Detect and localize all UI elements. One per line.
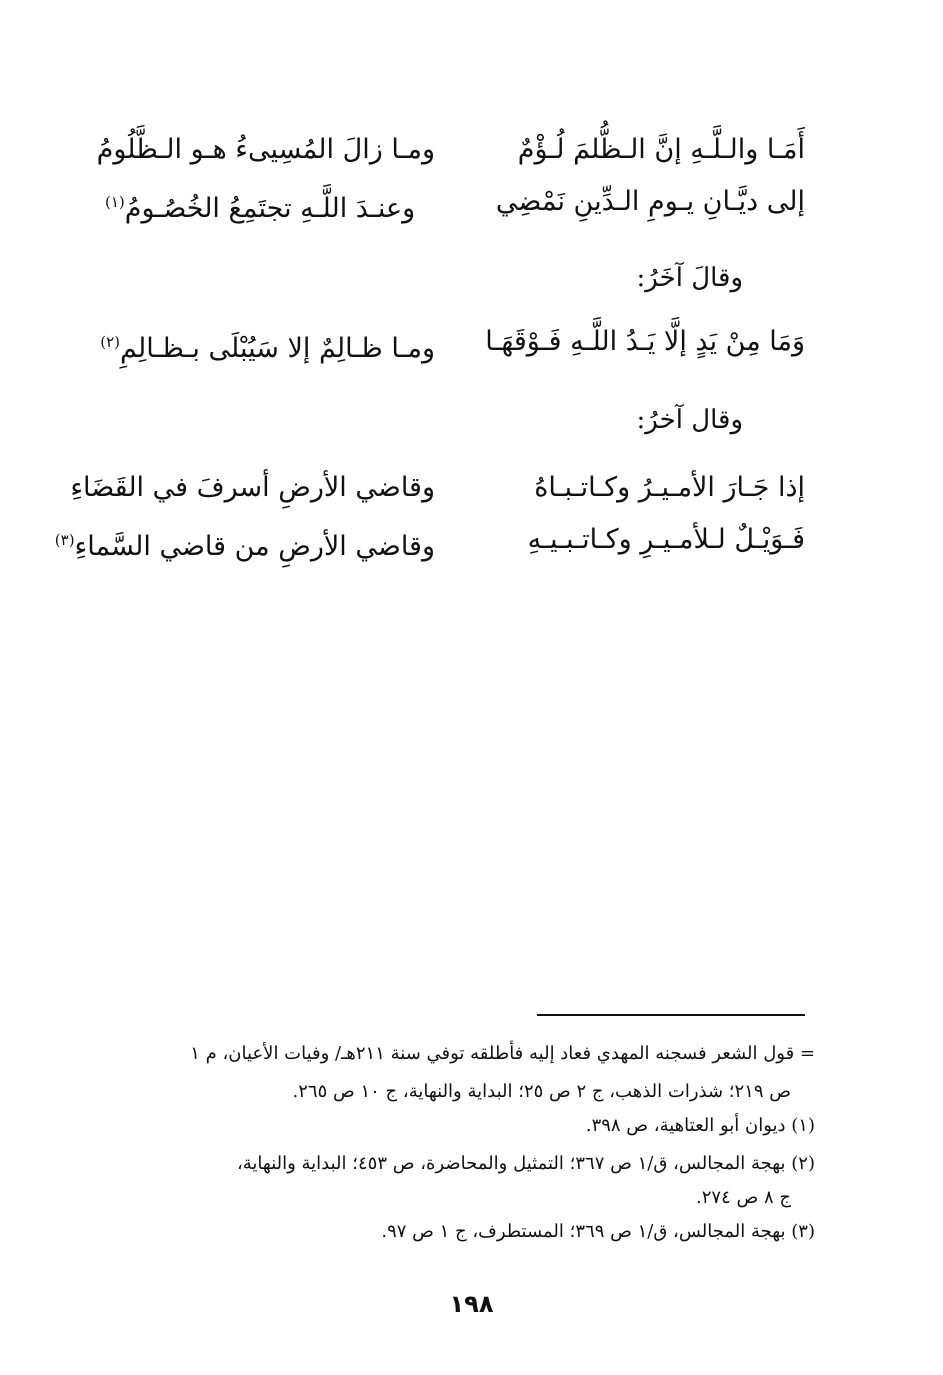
poem3-verse-1-second-hemistich: وقاضي الأرضِ أسرفَ في القَضَاءِ — [70, 472, 435, 503]
poem3-verse-2-second-text: وقاضي الأرضِ من قاضي السَّماءِ — [74, 531, 435, 562]
poem3-verse-1 — [70, 466, 805, 510]
poem1-verse-2-second-text: وعنـدَ اللَّـهِ تجتَمِعُ الخُصُـومُ — [124, 193, 416, 224]
poem1-verse-1 — [96, 128, 805, 172]
footnote-continuation-line-2: ص ٢١٩؛ شذرات الذهب، ج ٢ ص ٢٥؛ البداية والنهاية، ج ١٠ ص ٢٦٥. — [292, 1081, 791, 1102]
footnote-1: (١) ديوان أبو العتاهية، ص ٣٩٨. — [585, 1115, 815, 1136]
footnote-separator — [537, 1014, 805, 1016]
poem3-verse-2-second-hemistich — [54, 518, 435, 569]
footnote-marker-2: (٢) — [100, 333, 121, 351]
page-number: ١٩٨ — [449, 1290, 494, 1318]
poem1-verse-1-first-hemistich: أَمَـا والـلَّـهِ إنَّ الـظُّلمَ لُـؤْمٌ — [517, 134, 805, 165]
footnote-marker-1: (١) — [105, 193, 125, 211]
intro-another-said-1: وقالَ آخَرُ: — [636, 263, 743, 293]
poem1-verse-2-first-hemistich: إلى ديَّـانِ يـومِ الـدِّينِ نَمْضِي — [495, 186, 805, 217]
poem1-verse-2 — [105, 180, 805, 224]
poem1-verse-2-second-hemistich — [105, 180, 435, 231]
poem1-verse-1-second-hemistich: ومـا زالَ المُسِيىءُ هـو الـظَّلُومُ — [96, 134, 435, 165]
poem3-verse-2 — [54, 518, 805, 562]
poem2-verse-1-second-text: ومـا ظـالِمٌ إلا سَيُبْلَى بـظـالِمِ — [120, 333, 435, 364]
intro-another-said-2: وقال آخرُ: — [636, 405, 743, 435]
poem2-verse-1 — [100, 320, 805, 364]
poem3-verse-1-first-hemistich: إذا جَـارَ الأمـيـرُ وكـاتـبـاهُ — [534, 472, 805, 503]
poem3-verse-2-first-hemistich: فَـوَيْـلٌ لـلأمـيـرِ وكـاتـبـيـهِ — [527, 524, 805, 555]
footnote-2-line-1: (٢) بهجة المجالس، ق/١ ص ٣٦٧؛ التمثيل والمحاضرة، ص ٤٥٣؛ البداية والنهاية، — [236, 1153, 815, 1174]
footnote-3: (٣) بهجة المجالس، ق/١ ص ٣٦٩؛ المستطرف، ج ١ ص ٩٧. — [381, 1221, 815, 1242]
poem2-verse-1-first-hemistich: وَمَا مِنْ يَدٍ إلَّا يَـدُ اللَّـهِ فَـوْقَهَـا — [485, 326, 805, 357]
footnote-2-line-2: ج ٨ ص ٢٧٤. — [696, 1187, 791, 1208]
poem2-verse-1-second-hemistich — [100, 320, 435, 371]
footnote-continuation-line-1: = قول الشعر فسجنه المهدي فعاد إليه فأطلقه توفي سنة ٢١١هـ/ وفيات الأعيان، م ١ — [190, 1043, 815, 1064]
footnote-marker-3: (٣) — [54, 531, 75, 549]
